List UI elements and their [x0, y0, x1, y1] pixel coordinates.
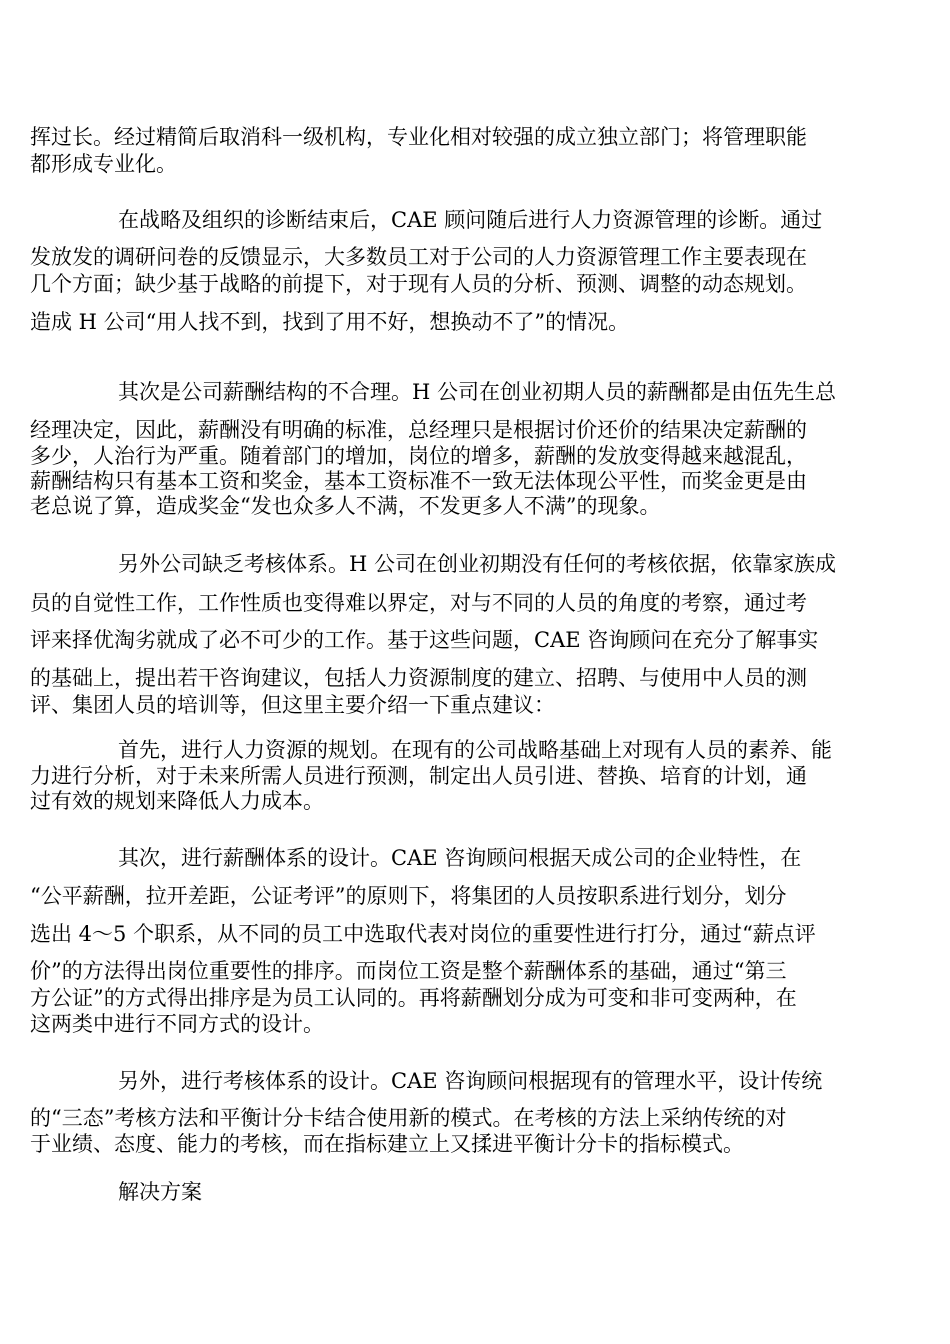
section-heading: 解决方案 [118, 1180, 202, 1204]
text-line: 几个方面；缺少基于战略的前提下，对于现有人员的分析、预测、调整的动态规划。 [30, 272, 807, 296]
text-line: 挥过长。经过精简后取消科一级机构，专业化相对较强的成立独立部门；将管理职能 [30, 125, 807, 149]
text-line: 在战略及组织的诊断结束后，CAE 顾问随后进行人力资源管理的诊断。通过 [118, 208, 823, 232]
text-line: 的“三态”考核方法和平衡计分卡结合使用新的模式。在考核的方法上采纳传统的对 [30, 1106, 787, 1130]
text-line: 评、集团人员的培训等，但这里主要介绍一下重点建议： [30, 693, 555, 717]
text-line: 于业绩、态度、能力的考核，而在指标建立上又揉进平衡计分卡的指标模式。 [30, 1132, 744, 1156]
text-line: 价”的方法得出岗位重要性的排序。而岗位工资是整个薪酬体系的基础，通过“第三 [30, 959, 787, 983]
text-line: 造成 H 公司“用人找不到，找到了用不好，想换动不了”的情况。 [30, 310, 630, 334]
text-line: 这两类中进行不同方式的设计。 [30, 1012, 324, 1036]
text-line: 都形成专业化。 [30, 152, 177, 176]
text-line: “公平薪酬，拉开差距，公证考评”的原则下，将集团的人员按职系进行划分，划分 [30, 884, 787, 908]
text-line: 其次是公司薪酬结构的不合理。H 公司在创业初期人员的薪酬都是由伍先生总 [118, 380, 836, 404]
text-line: 经理决定，因此，薪酬没有明确的标准，总经理只是根据讨价还价的结果决定薪酬的 [30, 418, 807, 442]
text-line: 员的自觉性工作，工作性质也变得难以界定，对与不同的人员的角度的考察，通过考 [30, 591, 807, 615]
text-line: 多少，人治行为严重。随着部门的增加，岗位的增多，薪酬的发放变得越来越混乱， [30, 444, 807, 468]
text-line: 的基础上，提出若干咨询建议，包括人力资源制度的建立、招聘、与使用中人员的测 [30, 666, 807, 690]
text-line: 力进行分析，对于未来所需人员进行预测，制定出人员引进、替换、培育的计划，通 [30, 764, 807, 788]
text-line: 发放发的调研问卷的反馈显示，大多数员工对于公司的人力资源管理工作主要表现在 [30, 245, 807, 269]
text-line: 评来择优淘劣就成了必不可少的工作。基于这些问题，CAE 咨询顾问在充分了解事实 [30, 628, 819, 652]
text-line: 选出 4～5 个职系，从不同的员工中选取代表对岗位的重要性进行打分，通过“薪点评 [30, 922, 816, 946]
text-line: 首先，进行人力资源的规划。在现有的公司战略基础上对现有人员的素养、能 [118, 738, 832, 762]
text-line: 另外，进行考核体系的设计。CAE 咨询顾问根据现有的管理水平，设计传统 [118, 1069, 823, 1093]
text-line: 方公证”的方式得出排序是为员工认同的。再将薪酬划分成为可变和非可变两种，在 [30, 986, 797, 1010]
text-line: 老总说了算，造成奖金“发也众多人不满，不发更多人不满”的现象。 [30, 494, 661, 518]
text-line: 其次，进行薪酬体系的设计。CAE 咨询顾问根据天成公司的企业特性，在 [118, 846, 802, 870]
text-line: 另外公司缺乏考核体系。H 公司在创业初期没有任何的考核依据，依靠家族成 [118, 552, 836, 576]
text-line: 薪酬结构只有基本工资和奖金，基本工资标准不一致无法体现公平性，而奖金更是由 [30, 469, 807, 493]
text-line: 过有效的规划来降低人力成本。 [30, 789, 324, 813]
